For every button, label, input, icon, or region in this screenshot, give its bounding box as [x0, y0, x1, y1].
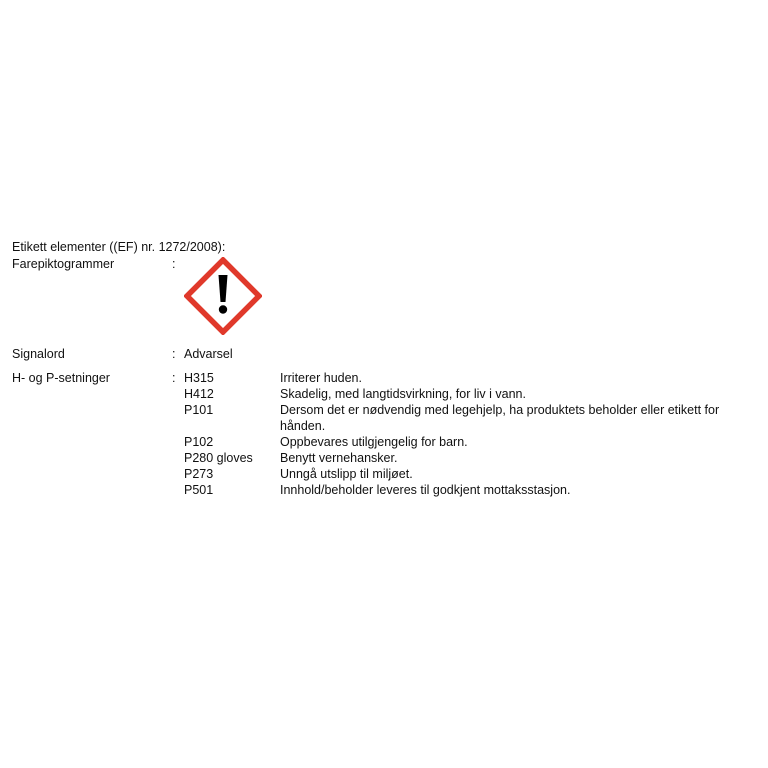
pictograms-separator: :	[172, 257, 176, 271]
section-heading: Etikett elementer ((EF) nr. 1272/2008):	[12, 240, 226, 254]
signal-word-separator: :	[172, 347, 176, 361]
statement-row	[184, 434, 754, 450]
statement-text: Oppbevares utilgjengelig for barn.	[280, 435, 468, 449]
statement-code: P280 gloves	[184, 451, 253, 465]
exclamation-mark-hazard-icon	[184, 257, 262, 335]
statements-separator: :	[172, 371, 176, 385]
statement-text: Innhold/beholder leveres til godkjent mottaksstasjon.	[280, 483, 571, 497]
statement-text: Dersom det er nødvendig med legehjelp, ha produktets beholder eller etikett for hånden.	[280, 403, 720, 433]
statement-row	[184, 386, 754, 402]
statement-text: Unngå utslipp til miljøet.	[280, 467, 413, 481]
statements-label: H- og P-setninger	[12, 371, 110, 385]
statement-code: P102	[184, 435, 214, 449]
statement-row	[184, 482, 754, 498]
statement-row	[184, 370, 754, 386]
statement-code: P273	[184, 467, 214, 481]
statement-row	[184, 450, 754, 466]
statement-row	[184, 466, 754, 482]
statement-code: H315	[184, 371, 214, 385]
signal-word-label: Signalord	[12, 347, 65, 361]
pictograms-label: Farepiktogrammer	[12, 257, 115, 271]
statement-text: Skadelig, med langtidsvirkning, for liv i vann.	[280, 387, 526, 401]
statement-row	[184, 402, 754, 434]
statement-code: P501	[184, 483, 214, 497]
statement-code: H412	[184, 387, 214, 401]
exclamation-dot	[219, 305, 227, 313]
statement-code: P101	[184, 403, 214, 417]
signal-word-value: Advarsel	[184, 347, 233, 361]
statement-text: Benytt vernehansker.	[280, 451, 398, 465]
statement-list	[184, 370, 754, 498]
statement-text: Irriterer huden.	[280, 371, 362, 385]
